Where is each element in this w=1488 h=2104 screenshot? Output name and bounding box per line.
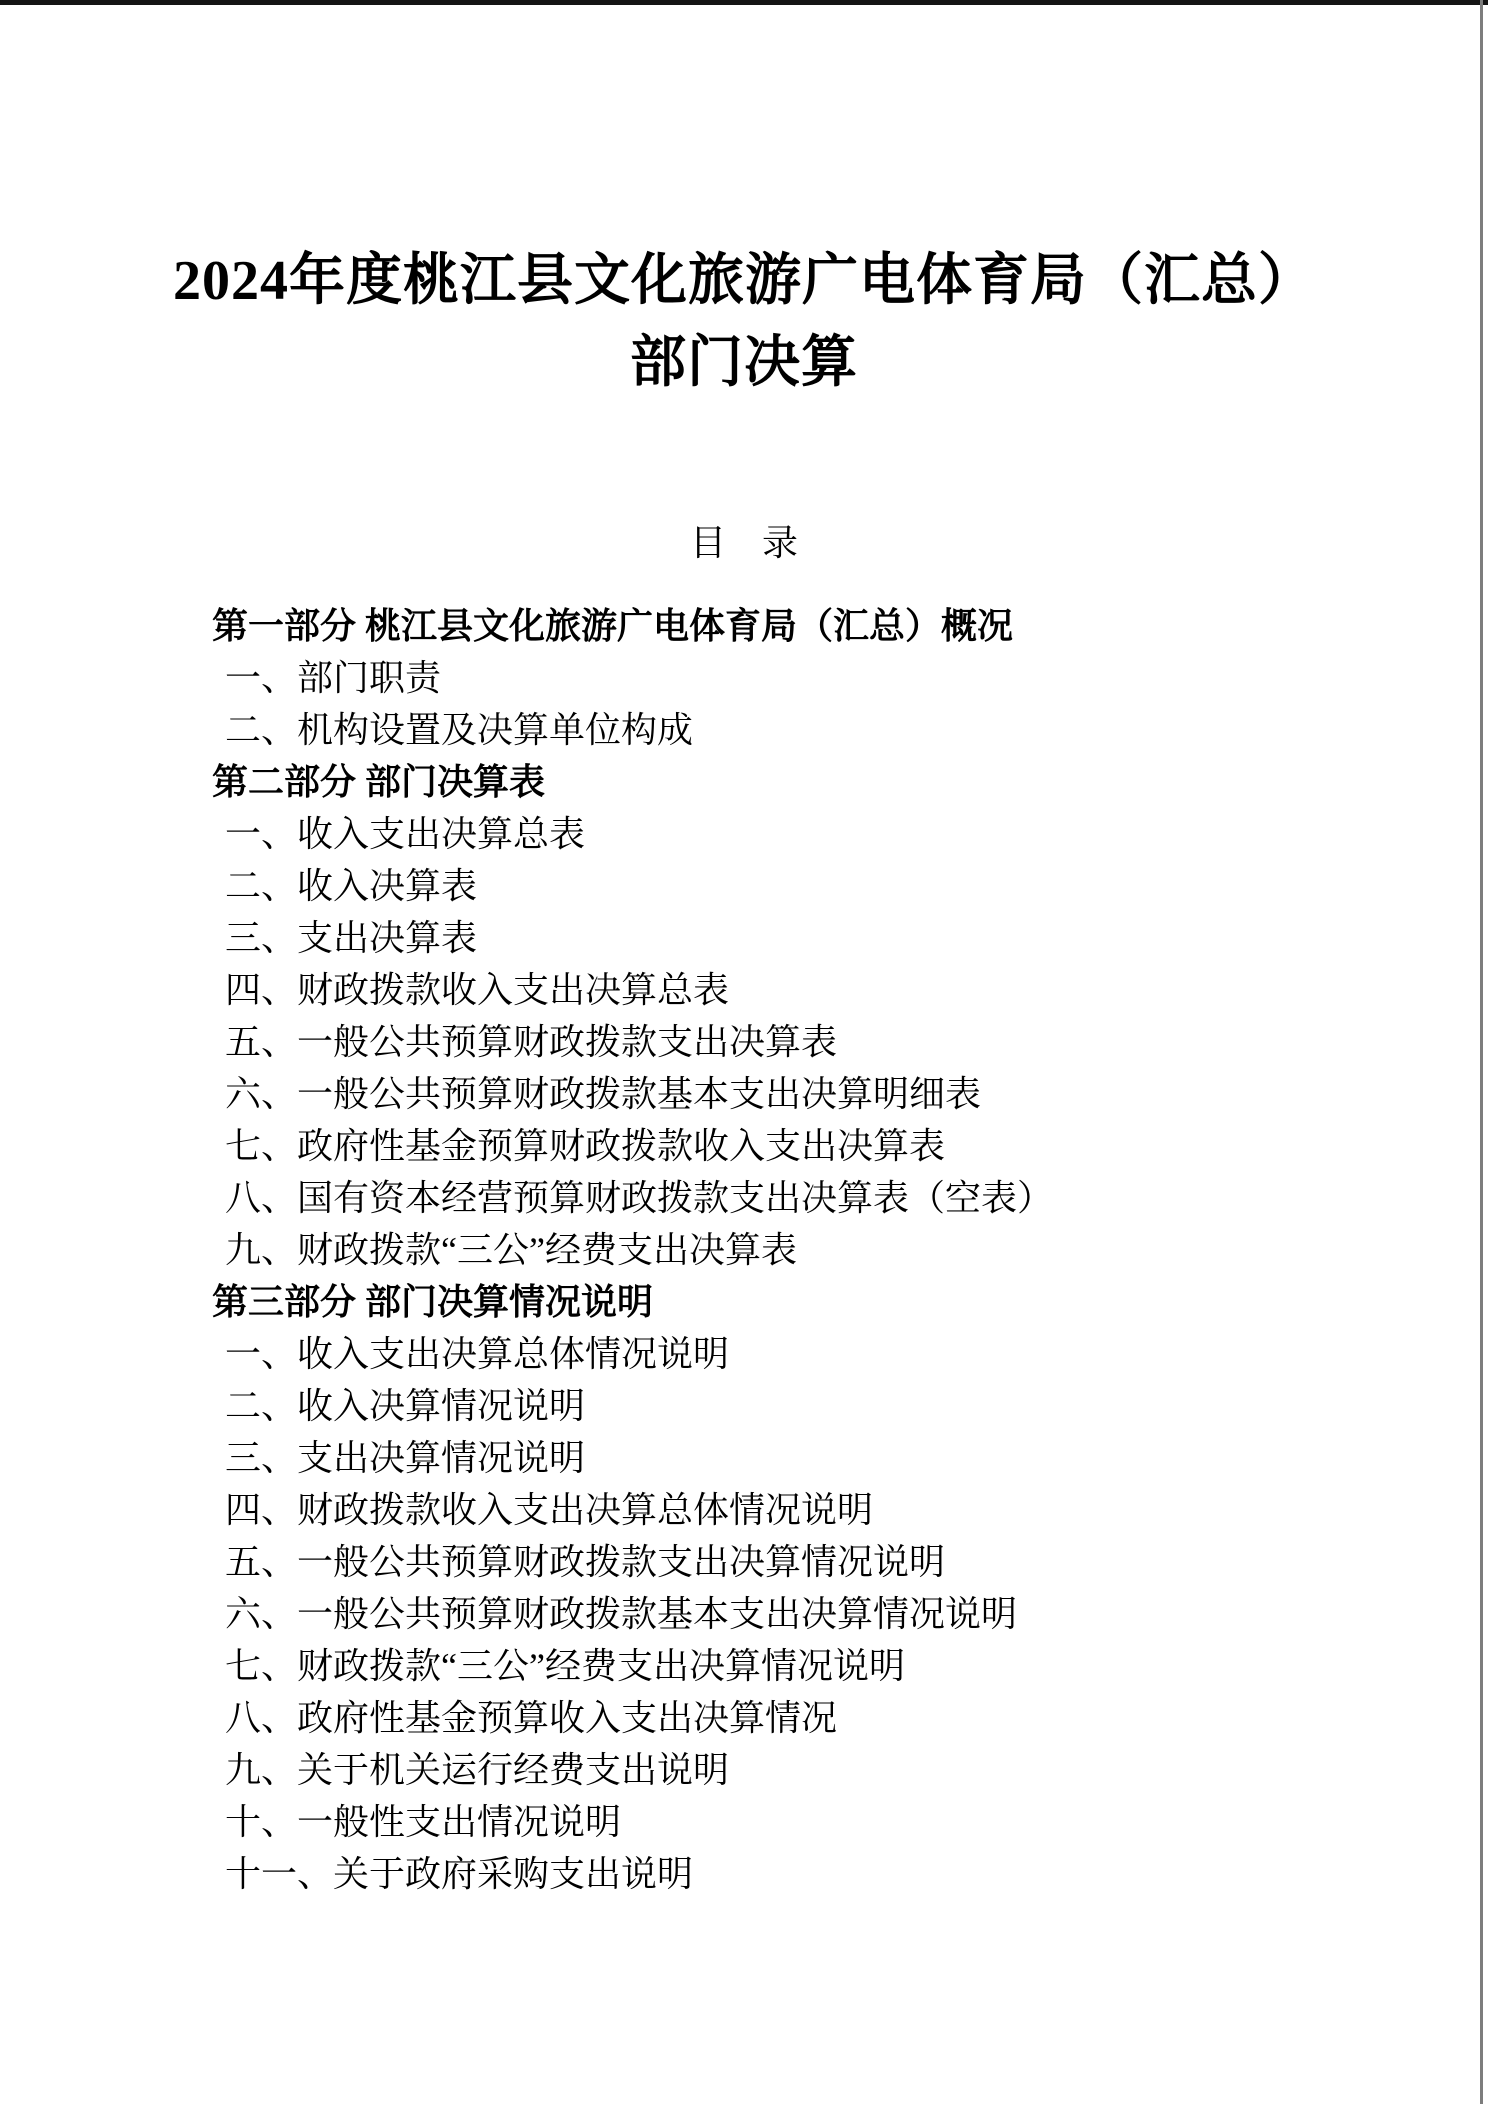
scan-edge-top bbox=[0, 0, 1488, 5]
toc-item: 九、财政拨款“三公”经费支出决算表 bbox=[225, 1230, 797, 1270]
toc-section-heading: 第一部分 桃江县文化旅游广电体育局（汇总）概况 bbox=[212, 606, 1014, 646]
toc-item: 七、政府性基金预算财政拨款收入支出决算表 bbox=[225, 1126, 946, 1166]
toc-item: 五、一般公共预算财政拨款支出决算情况说明 bbox=[225, 1542, 946, 1582]
toc-item: 二、收入决算表 bbox=[225, 866, 478, 906]
toc-item: 五、一般公共预算财政拨款支出决算表 bbox=[225, 1022, 838, 1062]
document-title-line1: 2024年度桃江县文化旅游广电体育局（汇总） bbox=[173, 250, 1315, 312]
toc-item: 六、一般公共预算财政拨款基本支出决算明细表 bbox=[225, 1074, 982, 1114]
toc-item: 三、支出决算情况说明 bbox=[225, 1438, 586, 1478]
toc-item: 四、财政拨款收入支出决算总体情况说明 bbox=[225, 1490, 874, 1530]
toc-item: 一、收入支出决算总体情况说明 bbox=[225, 1334, 730, 1374]
toc-section-heading: 第二部分 部门决算表 bbox=[212, 762, 546, 802]
toc-section-heading: 第三部分 部门决算情况说明 bbox=[212, 1282, 654, 1322]
scan-edge-right bbox=[1480, 0, 1483, 2104]
toc-item: 十一、关于政府采购支出说明 bbox=[225, 1854, 694, 1894]
document-title-line2: 部门决算 bbox=[630, 332, 858, 394]
toc-item: 九、关于机关运行经费支出说明 bbox=[225, 1750, 730, 1790]
toc-item: 十、一般性支出情况说明 bbox=[225, 1802, 622, 1842]
document-title bbox=[0, 0, 1488, 404]
toc-item: 七、财政拨款“三公”经费支出决算情况说明 bbox=[225, 1646, 905, 1686]
toc-heading: 目 录 bbox=[689, 523, 798, 563]
toc-item: 六、一般公共预算财政拨款基本支出决算情况说明 bbox=[225, 1594, 1018, 1634]
toc-item: 二、收入决算情况说明 bbox=[225, 1386, 586, 1426]
toc-item: 四、财政拨款收入支出决算总表 bbox=[225, 970, 730, 1010]
toc-item: 二、机构设置及决算单位构成 bbox=[225, 710, 694, 750]
toc-item: 八、政府性基金预算收入支出决算情况 bbox=[225, 1698, 838, 1738]
toc-item: 三、支出决算表 bbox=[225, 918, 478, 958]
toc-item: 一、部门职责 bbox=[225, 658, 442, 698]
toc bbox=[0, 600, 1488, 1900]
toc-item: 一、收入支出决算总表 bbox=[225, 814, 586, 854]
toc-item: 八、国有资本经营预算财政拨款支出决算表（空表） bbox=[225, 1178, 1054, 1218]
